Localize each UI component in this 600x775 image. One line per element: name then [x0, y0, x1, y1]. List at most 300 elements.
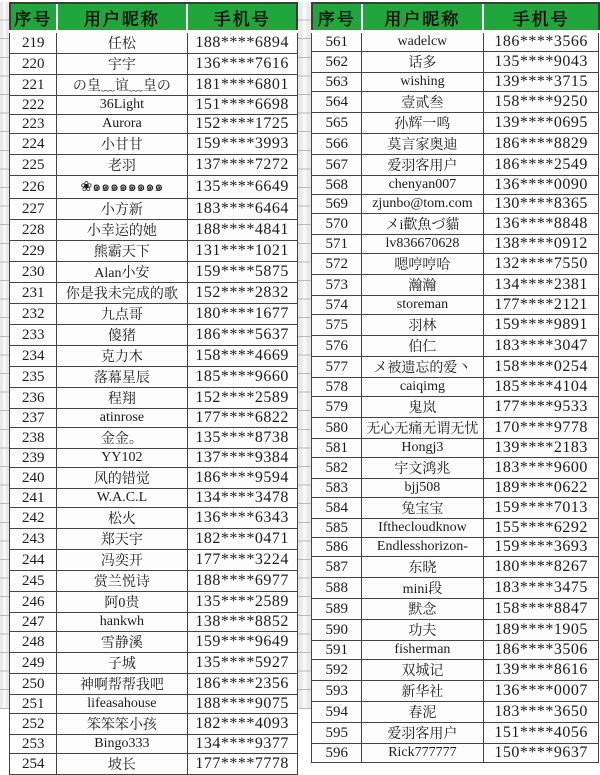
- nickname-cell: 爱羽客用户: [362, 723, 484, 744]
- phone-cell: 135****5927: [187, 653, 297, 674]
- header-row: [312, 3, 599, 32]
- index-cell: 223: [10, 115, 57, 134]
- table-body: [10, 32, 297, 775]
- nickname-cell: Hongj3: [362, 439, 484, 458]
- phone-cell: 159****3693: [483, 538, 599, 557]
- table-row: [10, 325, 297, 346]
- table-row: [10, 283, 297, 304]
- table-row: [312, 92, 599, 113]
- table-row: [10, 32, 297, 54]
- phone-cell: 159****9891: [483, 315, 599, 336]
- header-phone: 手机号: [483, 3, 599, 32]
- index-cell: 592: [312, 660, 362, 681]
- phone-cell: 135****8738: [187, 428, 297, 449]
- user-table-left: [9, 2, 298, 775]
- table-row: [312, 336, 599, 357]
- index-cell: 219: [10, 32, 57, 54]
- table-row: [312, 641, 599, 660]
- phone-cell: 135****9043: [483, 52, 599, 73]
- phone-cell: 134****3478: [187, 489, 297, 508]
- table-row: [10, 695, 297, 714]
- nickname-cell: Endlesshorizon-: [362, 538, 484, 557]
- nickname-cell: 爱羽客用户: [362, 155, 484, 176]
- index-cell: 575: [312, 315, 362, 336]
- table-row: [312, 599, 599, 620]
- table-row: [312, 254, 599, 275]
- table-row: [10, 592, 297, 613]
- index-cell: 240: [10, 468, 57, 489]
- nickname-cell: Ifthecloudknow: [362, 519, 484, 538]
- index-cell: 251: [10, 695, 57, 714]
- nickname-cell: Bingo333: [57, 735, 188, 754]
- nickname-cell: 双城记: [362, 660, 484, 681]
- table-row: [312, 155, 599, 176]
- phone-cell: 136****8848: [483, 214, 599, 235]
- phone-cell: 138****8852: [187, 613, 297, 632]
- table-row: [10, 735, 297, 754]
- table-row: [312, 578, 599, 599]
- phone-cell: 186****9594: [187, 468, 297, 489]
- index-cell: 582: [312, 458, 362, 479]
- phone-cell: 177****7778: [187, 754, 297, 775]
- nickname-cell: lv836670628: [362, 235, 484, 254]
- nickname-cell: W.A.C.L: [57, 489, 188, 508]
- phone-cell: 131****1021: [187, 241, 297, 262]
- index-cell: 568: [312, 176, 362, 195]
- nickname-cell: 功夫: [362, 620, 484, 641]
- phone-cell: 152****2589: [187, 388, 297, 409]
- nickname-cell: 无心无痛无谓无忧: [362, 418, 484, 439]
- nickname-cell: 神啊帮帮我吧: [57, 674, 188, 695]
- table-row: [10, 409, 297, 428]
- table-row: [10, 529, 297, 550]
- nickname-cell: atinrose: [57, 409, 188, 428]
- phone-cell: 177****6822: [187, 409, 297, 428]
- nickname-cell: 九点哥: [57, 304, 188, 325]
- nickname-cell: 春泥: [362, 702, 484, 723]
- table-row: [312, 73, 599, 92]
- index-cell: 245: [10, 571, 57, 592]
- nickname-cell: hankwh: [57, 613, 188, 632]
- index-cell: 232: [10, 304, 57, 325]
- nickname-cell: wadelcw: [362, 32, 484, 52]
- phone-cell: 159****5875: [187, 262, 297, 283]
- phone-cell: 180****8267: [483, 557, 599, 578]
- table-row: [312, 479, 599, 498]
- index-cell: 254: [10, 754, 57, 775]
- index-cell: 576: [312, 336, 362, 357]
- phone-cell: 151****4056: [483, 723, 599, 744]
- table-row: [312, 32, 599, 52]
- table-row: [10, 96, 297, 115]
- nickname-cell: 任松: [57, 32, 188, 54]
- left-gutter-column: [0, 2, 9, 709]
- table-row: [10, 449, 297, 468]
- table-row: [312, 458, 599, 479]
- phone-cell: 138****0912: [483, 235, 599, 254]
- index-cell: 567: [312, 155, 362, 176]
- index-cell: 585: [312, 519, 362, 538]
- phone-cell: 137****7272: [187, 155, 297, 176]
- phone-cell: 150****9637: [483, 744, 599, 763]
- table-row: [312, 439, 599, 458]
- table-row: [10, 346, 297, 367]
- nickname-cell: mini段: [362, 578, 484, 599]
- index-cell: 563: [312, 73, 362, 92]
- phone-cell: 155****6292: [483, 519, 599, 538]
- index-cell: 238: [10, 428, 57, 449]
- phone-cell: 159****3993: [187, 134, 297, 155]
- table-row: [10, 176, 297, 199]
- middle-gutter-column: [298, 2, 311, 709]
- nickname-cell: 傻猪: [57, 325, 188, 346]
- index-cell: 242: [10, 508, 57, 529]
- table-row: [10, 653, 297, 674]
- index-cell: 587: [312, 557, 362, 578]
- nickname-cell: ❀๑๑๑๑๑๑๑๑: [57, 176, 188, 199]
- nickname-cell: 克力木: [57, 346, 188, 367]
- table-row: [312, 214, 599, 235]
- nickname-cell: 鬼岚: [362, 397, 484, 418]
- index-cell: 241: [10, 489, 57, 508]
- nickname-cell: bjj508: [362, 479, 484, 498]
- index-cell: 228: [10, 220, 57, 241]
- table-row: [312, 195, 599, 214]
- phone-cell: 139****3715: [483, 73, 599, 92]
- nickname-cell: 瀚瀚: [362, 275, 484, 296]
- index-cell: 234: [10, 346, 57, 367]
- table-row: [312, 315, 599, 336]
- table-row: [312, 660, 599, 681]
- phone-cell: 135****6649: [187, 176, 297, 199]
- phone-cell: 137****9384: [187, 449, 297, 468]
- phone-cell: 183****3475: [483, 578, 599, 599]
- index-cell: 570: [312, 214, 362, 235]
- nickname-cell: 你是我未完成的歌: [57, 283, 188, 304]
- index-cell: 571: [312, 235, 362, 254]
- table-row: [312, 134, 599, 155]
- phone-cell: 188****9075: [187, 695, 297, 714]
- nickname-cell: 羽林: [362, 315, 484, 336]
- nickname-cell: 程翔: [57, 388, 188, 409]
- phone-cell: 158****4669: [187, 346, 297, 367]
- nickname-cell: 坡长: [57, 754, 188, 775]
- header-nickname: 用户昵称: [57, 3, 188, 32]
- table-row: [312, 397, 599, 418]
- table-header: [312, 3, 599, 32]
- index-cell: 577: [312, 357, 362, 378]
- index-cell: 221: [10, 75, 57, 96]
- header-index: 序号: [312, 3, 362, 32]
- nickname-cell: 雪静溪: [57, 632, 188, 653]
- phone-cell: 152****1725: [187, 115, 297, 134]
- table-row: [312, 723, 599, 744]
- index-cell: 583: [312, 479, 362, 498]
- phone-cell: 158****0254: [483, 357, 599, 378]
- table-row: [312, 275, 599, 296]
- table-row: [312, 498, 599, 519]
- nickname-cell: 36Light: [57, 96, 188, 115]
- nickname-cell: 兔宝宝: [362, 498, 484, 519]
- index-cell: 593: [312, 681, 362, 702]
- index-cell: 220: [10, 54, 57, 75]
- table-row: [10, 550, 297, 571]
- nickname-cell: chenyan007: [362, 176, 484, 195]
- table-row: [10, 468, 297, 489]
- phone-cell: 188****6894: [187, 32, 297, 54]
- index-cell: 594: [312, 702, 362, 723]
- phone-cell: 158****9250: [483, 92, 599, 113]
- index-cell: 247: [10, 613, 57, 632]
- phone-cell: 159****7013: [483, 498, 599, 519]
- index-cell: 230: [10, 262, 57, 283]
- nickname-cell: 金金。: [57, 428, 188, 449]
- index-cell: 249: [10, 653, 57, 674]
- phone-cell: 188****4841: [187, 220, 297, 241]
- index-cell: 565: [312, 113, 362, 134]
- nickname-cell: 宇宇: [57, 54, 188, 75]
- index-cell: 564: [312, 92, 362, 113]
- table-row: [312, 744, 599, 763]
- index-cell: 237: [10, 409, 57, 428]
- index-cell: 589: [312, 599, 362, 620]
- index-cell: 561: [312, 32, 362, 52]
- table-row: [10, 155, 297, 176]
- table-row: [10, 134, 297, 155]
- phone-cell: 136****0007: [483, 681, 599, 702]
- table-row: [312, 52, 599, 73]
- phone-cell: 152****2832: [187, 283, 297, 304]
- phone-cell: 139****0695: [483, 113, 599, 134]
- phone-cell: 186****8829: [483, 134, 599, 155]
- phone-cell: 151****6698: [187, 96, 297, 115]
- index-cell: 250: [10, 674, 57, 695]
- table-row: [10, 428, 297, 449]
- index-cell: 578: [312, 378, 362, 397]
- phone-cell: 134****2381: [483, 275, 599, 296]
- phone-cell: 183****9600: [483, 458, 599, 479]
- table-row: [10, 489, 297, 508]
- nickname-cell: 壹贰叁: [362, 92, 484, 113]
- index-cell: 579: [312, 397, 362, 418]
- index-cell: 569: [312, 195, 362, 214]
- table-row: [312, 113, 599, 134]
- index-cell: 566: [312, 134, 362, 155]
- phone-cell: 186****5637: [187, 325, 297, 346]
- index-cell: 229: [10, 241, 57, 262]
- index-cell: 227: [10, 199, 57, 220]
- phone-cell: 189****1905: [483, 620, 599, 641]
- nickname-cell: Aurora: [57, 115, 188, 134]
- index-cell: 591: [312, 641, 362, 660]
- header-index: 序号: [10, 3, 57, 32]
- index-cell: 252: [10, 714, 57, 735]
- phone-cell: 130****8365: [483, 195, 599, 214]
- index-cell: 573: [312, 275, 362, 296]
- phone-cell: 185****9660: [187, 367, 297, 388]
- index-cell: 231: [10, 283, 57, 304]
- user-table-right: [311, 2, 600, 763]
- index-cell: 244: [10, 550, 57, 571]
- index-cell: 239: [10, 449, 57, 468]
- table-row: [10, 304, 297, 325]
- phone-cell: 182****4093: [187, 714, 297, 735]
- phone-cell: 183****3047: [483, 336, 599, 357]
- table-body: [312, 32, 599, 763]
- nickname-cell: zjunbo@tom.com: [362, 195, 484, 214]
- nickname-cell: 新华社: [362, 681, 484, 702]
- header-nickname: 用户昵称: [362, 3, 484, 32]
- table-row: [10, 508, 297, 529]
- index-cell: 588: [312, 578, 362, 599]
- phone-cell: 177****3224: [187, 550, 297, 571]
- table-row: [10, 571, 297, 592]
- nickname-cell: メi歡魚づ貓: [362, 214, 484, 235]
- phone-cell: 135****2589: [187, 592, 297, 613]
- table-row: [312, 557, 599, 578]
- nickname-cell: 东晓: [362, 557, 484, 578]
- phone-cell: 159****9649: [187, 632, 297, 653]
- table-row: [312, 296, 599, 315]
- header-row: [10, 3, 297, 32]
- phone-cell: 189****0622: [483, 479, 599, 498]
- nickname-cell: 嗯哼哼哈: [362, 254, 484, 275]
- index-cell: 233: [10, 325, 57, 346]
- nickname-cell: caiqimg: [362, 378, 484, 397]
- index-cell: 584: [312, 498, 362, 519]
- phone-cell: 186****3506: [483, 641, 599, 660]
- phone-cell: 186****2549: [483, 155, 599, 176]
- table-row: [10, 714, 297, 735]
- phone-cell: 134****9377: [187, 735, 297, 754]
- index-cell: 580: [312, 418, 362, 439]
- nickname-cell: 落幕星辰: [57, 367, 188, 388]
- phone-cell: 186****2356: [187, 674, 297, 695]
- index-cell: 222: [10, 96, 57, 115]
- table-row: [10, 388, 297, 409]
- table-row: [10, 220, 297, 241]
- table-row: [10, 613, 297, 632]
- table-row: [312, 378, 599, 397]
- index-cell: 574: [312, 296, 362, 315]
- nickname-cell: 孙辉一鸣: [362, 113, 484, 134]
- nickname-cell: YY102: [57, 449, 188, 468]
- table-row: [10, 262, 297, 283]
- index-cell: 226: [10, 176, 57, 199]
- nickname-cell: 风的错觉: [57, 468, 188, 489]
- phone-cell: 183****3650: [483, 702, 599, 723]
- table-row: [10, 54, 297, 75]
- nickname-cell: storeman: [362, 296, 484, 315]
- table-row: [312, 418, 599, 439]
- index-cell: 246: [10, 592, 57, 613]
- phone-cell: 170****9778: [483, 418, 599, 439]
- nickname-cell: 郑天宇: [57, 529, 188, 550]
- nickname-cell: 阿0贵: [57, 592, 188, 613]
- phone-cell: 158****8847: [483, 599, 599, 620]
- index-cell: 225: [10, 155, 57, 176]
- nickname-cell: 子城: [57, 653, 188, 674]
- phone-cell: 180****1677: [187, 304, 297, 325]
- nickname-cell: 老羽: [57, 155, 188, 176]
- table-header: [10, 3, 297, 32]
- table-row: [10, 75, 297, 96]
- index-cell: 572: [312, 254, 362, 275]
- index-cell: 253: [10, 735, 57, 754]
- nickname-cell: 小甘甘: [57, 134, 188, 155]
- index-cell: 236: [10, 388, 57, 409]
- phone-cell: 139****2183: [483, 439, 599, 458]
- nickname-cell: 笨笨笨小孩: [57, 714, 188, 735]
- nickname-cell: 小方新: [57, 199, 188, 220]
- phone-cell: 139****8616: [483, 660, 599, 681]
- phone-cell: 136****7616: [187, 54, 297, 75]
- nickname-cell: 赏兰悦诗: [57, 571, 188, 592]
- nickname-cell: fisherman: [362, 641, 484, 660]
- index-cell: 581: [312, 439, 362, 458]
- table-row: [10, 674, 297, 695]
- table-row: [312, 176, 599, 195]
- table-row: [312, 702, 599, 723]
- table-row: [312, 357, 599, 378]
- table-row: [312, 538, 599, 557]
- index-cell: 586: [312, 538, 362, 557]
- nickname-cell: 熊霸天下: [57, 241, 188, 262]
- phone-cell: 136****6343: [187, 508, 297, 529]
- phone-cell: 177****9533: [483, 397, 599, 418]
- phone-cell: 132****7550: [483, 254, 599, 275]
- nickname-cell: 莫言家奥迪: [362, 134, 484, 155]
- nickname-cell: の皇﹏谊﹏皇の: [57, 75, 188, 96]
- table-row: [10, 199, 297, 220]
- phone-cell: 188****6977: [187, 571, 297, 592]
- nickname-cell: 小幸运的她: [57, 220, 188, 241]
- nickname-cell: 默念: [362, 599, 484, 620]
- table-row: [312, 681, 599, 702]
- nickname-cell: 伯仁: [362, 336, 484, 357]
- table-row: [10, 632, 297, 653]
- phone-cell: 177****2121: [483, 296, 599, 315]
- nickname-cell: lifeasahouse: [57, 695, 188, 714]
- nickname-cell: wishing: [362, 73, 484, 92]
- phone-cell: 183****6464: [187, 199, 297, 220]
- index-cell: 590: [312, 620, 362, 641]
- table-row: [10, 754, 297, 775]
- nickname-cell: Alan小安: [57, 262, 188, 283]
- phone-cell: 186****3566: [483, 32, 599, 52]
- table-row: [10, 115, 297, 134]
- table-row: [312, 620, 599, 641]
- phone-cell: 182****0471: [187, 529, 297, 550]
- nickname-cell: 话多: [362, 52, 484, 73]
- nickname-cell: 松火: [57, 508, 188, 529]
- table-row: [10, 367, 297, 388]
- nickname-cell: 宇文鸿兆: [362, 458, 484, 479]
- table-row: [312, 235, 599, 254]
- nickname-cell: Rick777777: [362, 744, 484, 763]
- index-cell: 562: [312, 52, 362, 73]
- index-cell: 235: [10, 367, 57, 388]
- index-cell: 596: [312, 744, 362, 763]
- index-cell: 243: [10, 529, 57, 550]
- index-cell: 248: [10, 632, 57, 653]
- phone-cell: 136****0090: [483, 176, 599, 195]
- index-cell: 224: [10, 134, 57, 155]
- nickname-cell: メ被遗忘的爱丶: [362, 357, 484, 378]
- nickname-cell: 冯奕开: [57, 550, 188, 571]
- table-row: [10, 241, 297, 262]
- index-cell: 595: [312, 723, 362, 744]
